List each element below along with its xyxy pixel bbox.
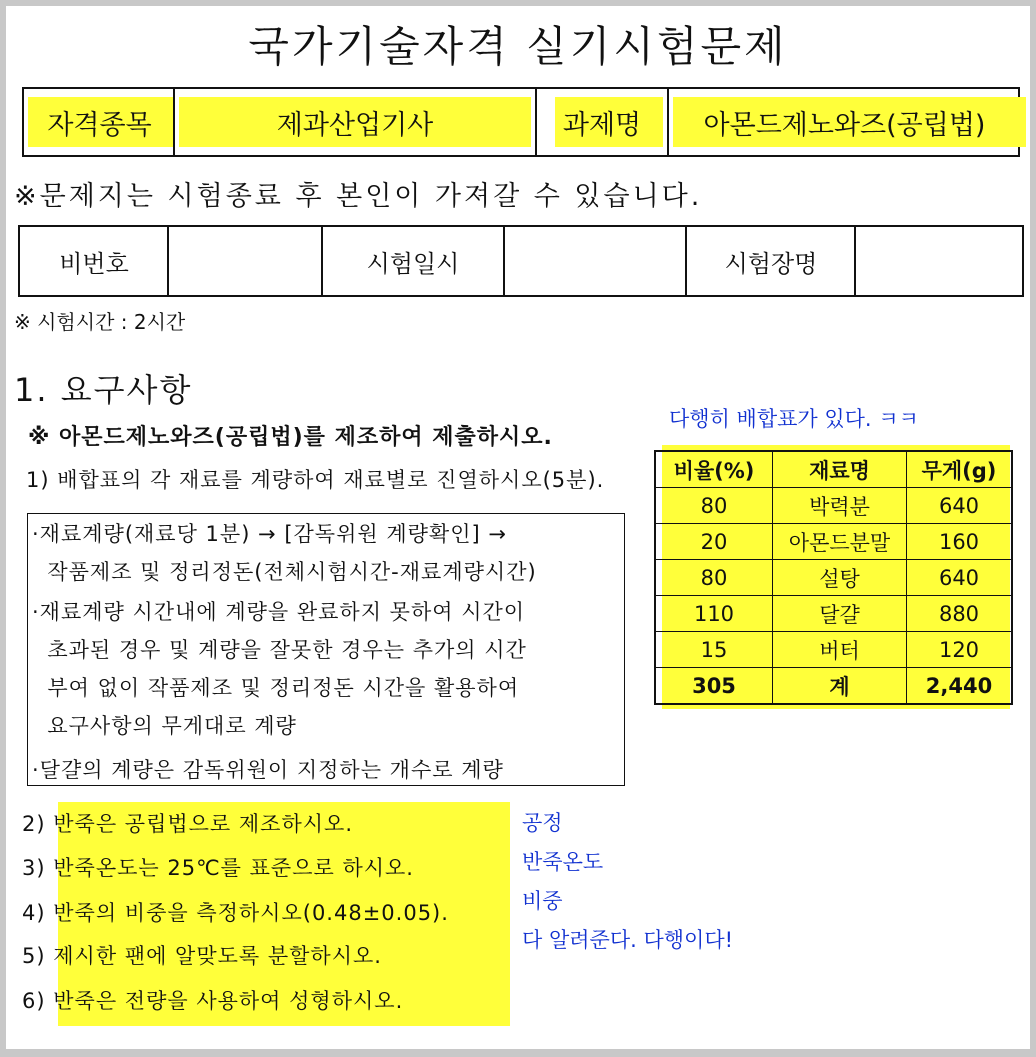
id-label: 비번호 [59, 249, 129, 278]
ingredient-cell: 박력분 [773, 488, 907, 524]
total-label-cell: 계 [773, 668, 907, 705]
place-value-cell [856, 227, 1022, 295]
ingredient-cell: 아몬드분말 [773, 524, 907, 560]
ratio-cell: 110 [655, 596, 773, 632]
box-line: 요구사항의 무게대로 계량 [32, 714, 297, 738]
page-title: 국가기술자격 실기시험문제 [248, 22, 788, 71]
ingredient-cell: 버터 [773, 632, 907, 668]
ratio-cell: 15 [655, 632, 773, 668]
box-line: 초과된 경우 및 계량을 잘못한 경우는 추가의 시간 [32, 638, 527, 662]
ratio-cell: 20 [655, 524, 773, 560]
header-ingredient: 재료명 [773, 451, 907, 488]
weight-cell: 880 [907, 596, 1013, 632]
task-value: 아몬드제노와즈(공립법) [703, 109, 986, 141]
recipe-total-row [655, 668, 1012, 705]
total-weight-cell: 2,440 [907, 668, 1013, 705]
side-note: 다 알려준다. 다행이다! [522, 928, 734, 952]
weight-cell: 120 [907, 632, 1013, 668]
header-ratio: 비율(%) [655, 451, 773, 488]
ingredient-cell: 설탕 [773, 560, 907, 596]
side-note: 공정 [522, 811, 563, 835]
qualification-value-cell [175, 89, 535, 155]
ratio-cell: 80 [655, 488, 773, 524]
qualification-value: 제과산업기사 [276, 109, 434, 141]
task-label-cell [537, 89, 667, 155]
ingredient-cell: 달걀 [773, 596, 907, 632]
box-line: 부여 없이 작품제조 및 정리정돈 시간을 활용하여 [32, 676, 520, 700]
requirement-item: 2) 반죽은 공립법으로 제조하시오. [22, 812, 353, 836]
requirement-item-1: 1) 배합표의 각 재료를 계량하여 재료별로 진열하시오(5분). [26, 468, 605, 492]
recipe-row [655, 488, 1012, 524]
weighing-instructions-box [27, 513, 625, 786]
qualification-label: 자격종목 [47, 109, 152, 141]
requirement-item: 6) 반죽은 전량을 사용하여 성형하시오. [22, 989, 404, 1013]
notice-text: ※문제지는 시험종료 후 본인이 가져갈 수 있습니다. [14, 181, 703, 212]
recipe-row [655, 596, 1012, 632]
box-line: ·달걀의 계량은 감독위원이 지정하는 개수로 계량 [32, 758, 504, 782]
side-note: 반죽온도 [522, 850, 604, 874]
requirement-subheading: ※ 아몬드제노와즈(공립법)를 제조하여 제출하시오. [28, 425, 553, 450]
weight-cell: 640 [907, 488, 1013, 524]
requirement-item: 3) 반죽온도는 25℃를 표준으로 하시오. [22, 856, 414, 880]
task-value-cell [669, 89, 1020, 155]
task-label: 과제명 [562, 109, 642, 141]
table-note-annotation: 다행히 배합표가 있다. ㅋㅋ [669, 407, 919, 431]
id-label-cell [20, 227, 168, 295]
id-value-cell [169, 227, 321, 295]
box-line: ·재료계량(재료당 1분) → [감독위원 계량확인] → [32, 522, 507, 546]
requirement-item: 5) 제시한 팬에 알맞도록 분할하시오. [22, 944, 382, 968]
box-line: ·재료계량 시간내에 계량을 완료하지 못하여 시간이 [32, 600, 526, 624]
candidate-info-table [18, 225, 1024, 297]
recipe-row [655, 560, 1012, 596]
date-label: 시험일시 [366, 249, 460, 278]
recipe-table [654, 450, 1013, 705]
side-note: 비중 [522, 889, 563, 913]
date-value-cell [505, 227, 685, 295]
qualification-table [22, 87, 1020, 157]
section-heading: 1. 요구사항 [14, 371, 193, 409]
box-line: 작품제조 및 정리정돈(전체시험시간-재료계량시간) [32, 560, 537, 584]
ratio-cell: 80 [655, 560, 773, 596]
place-label-cell [687, 227, 855, 295]
qualification-label-cell [24, 89, 175, 155]
exam-time: ※ 시험시간 : 2시간 [14, 310, 186, 334]
weight-cell: 640 [907, 560, 1013, 596]
date-label-cell [323, 227, 503, 295]
place-label: 시험장명 [724, 249, 818, 278]
total-ratio-cell: 305 [655, 668, 773, 705]
recipe-header-row [655, 451, 1012, 488]
weight-cell: 160 [907, 524, 1013, 560]
recipe-row [655, 632, 1012, 668]
requirement-item: 4) 반죽의 비중을 측정하시오(0.48±0.05). [22, 901, 449, 925]
recipe-row [655, 524, 1012, 560]
header-weight: 무게(g) [907, 451, 1013, 488]
